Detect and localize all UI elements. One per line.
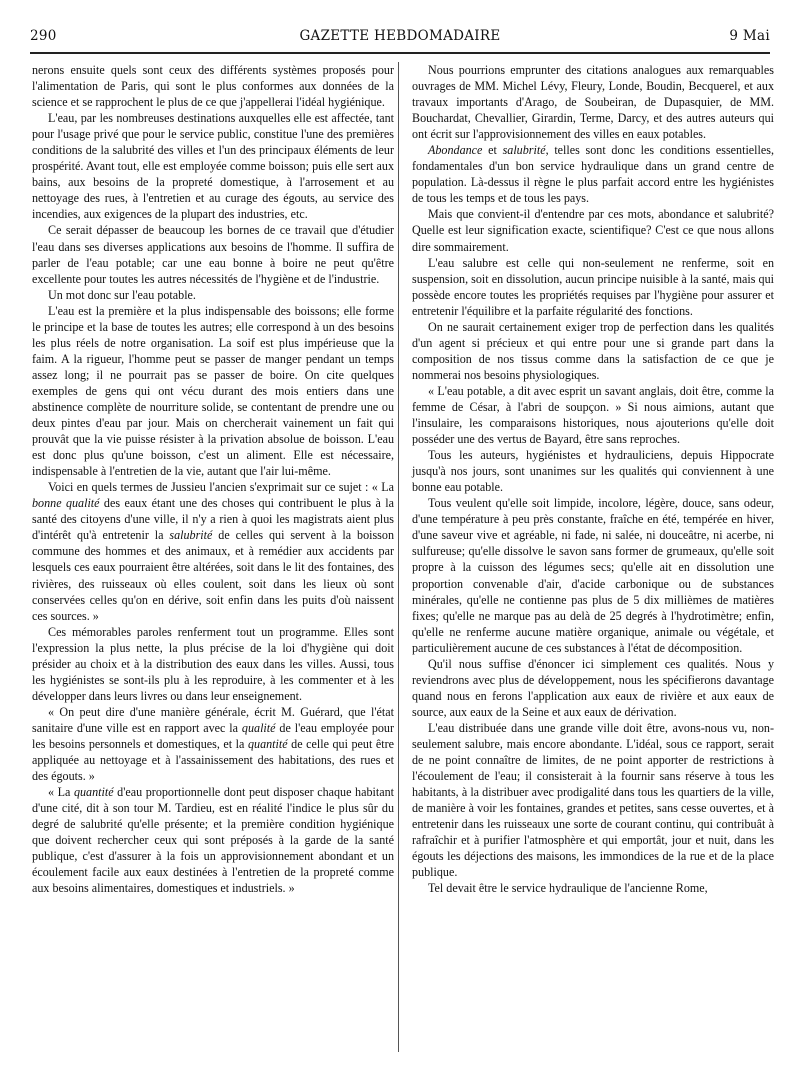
paragraph-text: Qu'il nous suffise d'énoncer ici simplement ces qualités. Nous y reviendrons avec plus de développement, nous les spécifierons davantage quand nous en ferons l'application aux eaux de rivière et aux eaux de source, aux eaux de la Seine et aux eaux de dérivation. (412, 656, 774, 719)
paragraph-text: de l'eau employée pour les besoins personnels et domestiques, et la (32, 720, 394, 751)
emphasis-text: salubrité (502, 143, 546, 158)
paragraph-text: « On peut dire d'une manière générale, écrit M. Guérard, que l'état sanitaire d'une ville est en rapport avec la (32, 704, 394, 735)
emphasis-text: quantité (73, 785, 114, 800)
paragraph (412, 720, 774, 880)
paragraph-text: Mais que convient-il d'entendre par ces mots, abondance et salubrité? Quelle est leur signification exacte, scientifique? C'est ce que nous allons dire sommairement. (412, 207, 774, 254)
paragraph (32, 110, 394, 222)
emphasis-text: Abondance (428, 143, 483, 158)
emphasis-text: quantité (247, 736, 288, 751)
paragraph (32, 62, 394, 110)
emphasis-text: salubrité (169, 528, 213, 543)
paragraph-text: des eaux étant une des choses qui contribuent le plus à la santé des citoyens d'une ville, il n'y a rien à quoi les magistrats aient plus d'intérêt qu'à entretenir la (32, 496, 395, 543)
paragraph (412, 206, 774, 254)
paragraph (412, 62, 774, 142)
paragraph (32, 479, 394, 623)
paragraph-text: et (482, 143, 503, 158)
paragraph (412, 142, 774, 206)
paragraph-text: L'eau salubre est celle qui non-seulement ne renferme, soit en suspension, soit en dissolution, aucun principe nuisible à la santé, mais qui possède encore toutes les propriétés requises par l'hygiène pour assurer et entretenir l'équilibre et la parfaite régularité des fonctions. (412, 255, 774, 318)
column-divider (398, 62, 399, 1052)
emphasis-text: bonne qualité (32, 496, 100, 511)
paragraph-text: L'eau distribuée dans une grande ville doit être, avons-nous vu, non-seulement salubre, mais encore abondante. L'idéal, sous ce rapport, serait de ne point connaître de limites, de ne point apporter de restrictions à l'écoulement de l'eau; il consisterait à la fournir sans réserve à tous les habitants, à la distribuer avec prodigalité dans tous les quartiers de la ville, de manière à voir les fontaines, grandes et petites, sans cesse ouvertes, et à entretenir dans les ruisseaux une sorte de courant continu, qui contribuât à rafraîchir et à purifier l'atmosphère et qui emportât, jour et nuit, dans les égouts les déjections des maisons, les immondices de la rue et de la place publique. (412, 720, 774, 880)
paragraph (32, 222, 394, 286)
paragraph (32, 303, 394, 480)
paragraph (32, 624, 394, 704)
paragraph-text: Voici en quels termes de Jussieu l'ancien s'exprimait sur ce sujet : « La (48, 480, 394, 495)
right-column (412, 62, 774, 896)
paragraph (412, 880, 774, 896)
paragraph-text: « La (48, 785, 74, 800)
left-column (32, 62, 394, 896)
paragraph (32, 784, 394, 896)
paragraph-text: Nous pourrions emprunter des citations analogues aux remarquables ouvrages de MM. Michel Lévy, Fleury, Londe, Boudin, Becquerel, et aux travaux importants d'Arago, de Soubeiran, de Dupasquier, de MM. Bouchardat, Chevallier, Girardin, Terme, Darcy, et des autres auteurs qui ont écrit sur l'approvisionnement des villes en eaux potables. (412, 63, 774, 142)
journal-title: GAZETTE HEBDOMADAIRE (299, 28, 501, 44)
paragraph-text: Ces mémorables paroles renferment tout un programme. Elles sont l'expression la plus nette, la plus précise de la loi d'hygiène qui doit présider au choix et à la distribution des eaux dans les villes. Aussi, tous les hygiénistes se sont-ils plu à les reproduire, à les commenter et à les développer dans leurs livres ou dans leur enseignement. (32, 624, 394, 703)
paragraph-text: Un mot donc sur l'eau potable. (48, 287, 196, 302)
paragraph (412, 656, 774, 720)
paragraph-text: L'eau, par les nombreuses destinations auxquelles elle est affectée, tant pour l'usage privé que pour le service public, constitue l'une des premières conditions de la salubrité des villes et l'un des principaux éléments de leur prospérité. Avant tout, elle est employée comme boisson; puis elle sert aux bains, aux besoins de la propreté domestique, à l'arrosement et au nettoyage des rues, à l'entretien et au curage des égouts, au service des incendies, aux exigences de la plupart des industries, etc. (32, 111, 394, 222)
paragraph-text: de celle qui peut être appliquée au nettoyage et à l'assainissement des habitations, des rues et des égouts. » (32, 736, 394, 784)
issue-date: 9 Mai (729, 28, 770, 44)
paragraph-text: On ne saurait certainement exiger trop de perfection dans les qualités d'un agent si précieux et qui entre pour une si grande part dans la composition de nos tissus comme dans la satisfaction de ce que je nommerai nos besoins physiologiques. (412, 319, 774, 382)
page-header (30, 28, 770, 46)
paragraph-text: Tous veulent qu'elle soit limpide, incolore, légère, douce, sans odeur, d'une température à peu près constante, fraîche en été, tempérée en hiver, d'une saveur vive et agréable, ni fade, ni salée, ni douceâtre, ni acerbe, ni sulfureuse; qu'elle dissolve le savon sans former de grumeaux, qu'elle soit propre à la cuisson des légumes secs; qu'elle ait en dissolution une proportion convenable d'air, d'acide carbonique ou de substances minérales, qu'elle ne contienne pas plus de 5 dix millièmes de matières fixes; qu'elle ne marque pas au delà de 25 degrés à l'hydrotimètre; enfin, qu'elle ne renferme aucune matière organique, animale ou végétale, et particulièrement aucune de ces substances à l'état de décomposition. (412, 496, 774, 655)
paragraph (412, 495, 774, 655)
paragraph-text: Tous les auteurs, hygiénistes et hydrauliciens, depuis Hippocrate jusqu'à nos jours, sont unanimes sur les qualités qui conviennent à une bonne eau potable. (412, 448, 774, 495)
paragraph-text: Tel devait être le service hydraulique de l'ancienne Rome, (428, 881, 708, 896)
paragraph (32, 704, 394, 784)
paragraph (412, 255, 774, 319)
emphasis-text: qualité (241, 720, 276, 735)
paragraph-text: Ce serait dépasser de beaucoup les bornes de ce travail que d'étudier l'eau dans ses diverses applications aux besoins de l'homme. Il suffira de parler de l'eau potable; car une eau bonne à boire ne peut qu'être excellente pour toutes les autres nécessités de l'hygiène et de l'industrie. (32, 223, 394, 286)
paragraph (32, 287, 394, 303)
paragraph-text: nerons ensuite quels sont ceux des différents systèmes proposés pour l'alimentation de Paris, qui sont le plus conformes aux données de la science et se rapprochent le plus de ce que j'appellerai l'idéal hygiénique. (32, 63, 394, 110)
paragraph-text: d'eau proportionnelle dont peut disposer chaque habitant d'une cité, dit à son tour M. Tardieu, est en réalité l'indice le plus sûr du degré de salubrité qu'elle présente; et la première condition hygiénique que doivent rechercher ceux qui sont préposés à la garde de la santé publique, c'est d'assurer à la fois un approvisionnement abondant et un écoulement facile aux eaux destinées à l'entretien de la propreté comme aux besoins alimentaires, domestiques et industriels. » (32, 785, 394, 896)
paragraph-text: L'eau est la première et la plus indispensable des boissons; elle forme le principe et la base de toutes les autres; elle correspond à un des besoins les plus réels de notre organisation. La soif est plus impérieuse que la faim. A la rigueur, l'homme peut se passer de manger pendant un temps assez long; il ne pourrait pas se passer de boire. On cite quelques exemples de gens qui ont vécu durant des mois entiers dans une abstinence complète de nourriture solide, se contentant de prendre une ou deux pintes d'eau par jour. Mais on chercherait vainement un fait qui prouvât que la vie puisse résister à la privation absolue de boisson. L'eau est donc plus qu'une boisson, c'est un aliment. Elle est nécessaire, indispensable à l'entretien de la vie, autant que l'air lui-même. (32, 303, 394, 479)
paragraph-text: « L'eau potable, a dit avec esprit un savant anglais, doit être, comme la femme de César, à l'abri de soupçon. » Si nous aimions, autant que l'insulaire, les comparaisons historiques, nous ajouterions qu'elle doit posséder une des vertus de Bayard, être sans reproches. (412, 383, 774, 447)
paragraph (412, 319, 774, 383)
paragraph-text: , telles sont donc les conditions essentielles, fondamentales d'un bon service hydraulique dans un grand centre de population. Là-dessus il règne le plus parfait accord entre les hygiénistes de tous les temps et de tous les pays. (412, 143, 774, 206)
paragraph (412, 383, 774, 447)
paragraph-text: de celles qui servent à la boisson commune des hommes et des animaux, et à remédier aux accidents par lesquels ces eaux pourraient être altérées, soit dans le lit des fontaines, des rivières, des ruisseaux où elles coulent, soit dans les lieux où sont conservées celles qu'on en dérive, soit enfin dans les puits d'où naissent ces sources. » (32, 528, 394, 623)
header-rule (30, 52, 770, 54)
page-number: 290 (30, 28, 57, 44)
paragraph (412, 447, 774, 495)
